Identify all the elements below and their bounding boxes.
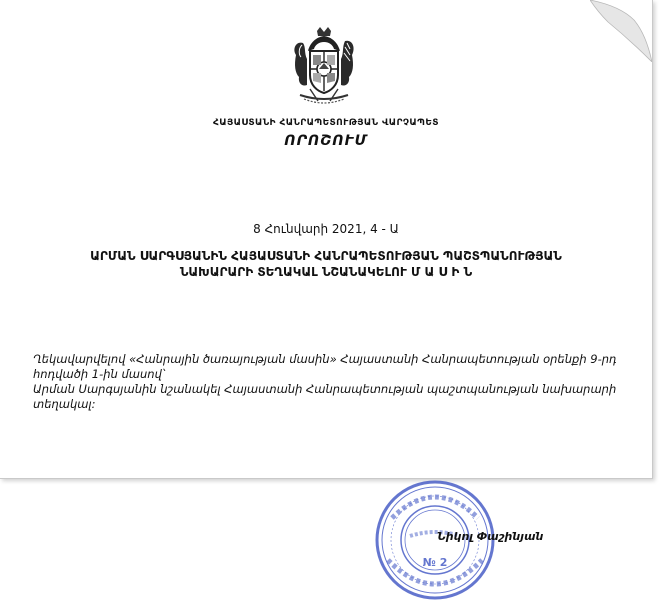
body-paragraph-legal-basis: Ղեկավարվելով «Հանրային ծառայության մասին» Հայաստանի Հանրապետության օրենքի 9-րդ հոդվածի 1-ին մասով՝ [33, 352, 617, 381]
decision-title-line-2: ՆԱԽԱՐԱՐԻ ՏԵՂԱԿԱԼ ՆՇԱՆԱԿԵԼՈՒ Մ Ա Ս Ի Ն [179, 265, 473, 279]
page-curl [590, 0, 652, 62]
document-type-heading: ՈՐՈՇՈՒՄ [284, 133, 368, 149]
issuing-authority: ՀԱՅԱՍՏԱՆԻ ՀԱՆՐԱՊԵՏՈՒԹՅԱՆ ՎԱՐՉԱՊԵՏ [213, 118, 439, 128]
coat-of-arms-emblem [290, 27, 358, 109]
body-paragraph-appointment: Արման Սարգսյանին նշանակել Հայաստանի Հանրապետության պաշտպանության նախարարի տեղակալ: [33, 382, 617, 411]
decision-title-line-1: ԱՐՄԱՆ ՍԱՐԳՍՅԱՆԻՆ ՀԱՅԱՍՏԱՆԻ ՀԱՆՐԱՊԵՏՈՒԹՅԱՆ ՊԱՇՏՊԱՆՈՒԹՅԱՆ [90, 249, 562, 263]
decision-body [33, 352, 633, 412]
decision-title [40, 248, 612, 280]
stamp-number: № 2 [422, 556, 448, 569]
signer-name: Նիկոլ Փաշինյան [437, 530, 544, 543]
date-and-number: 8 Հունվարի 2021, 4 - Ա [253, 222, 399, 236]
